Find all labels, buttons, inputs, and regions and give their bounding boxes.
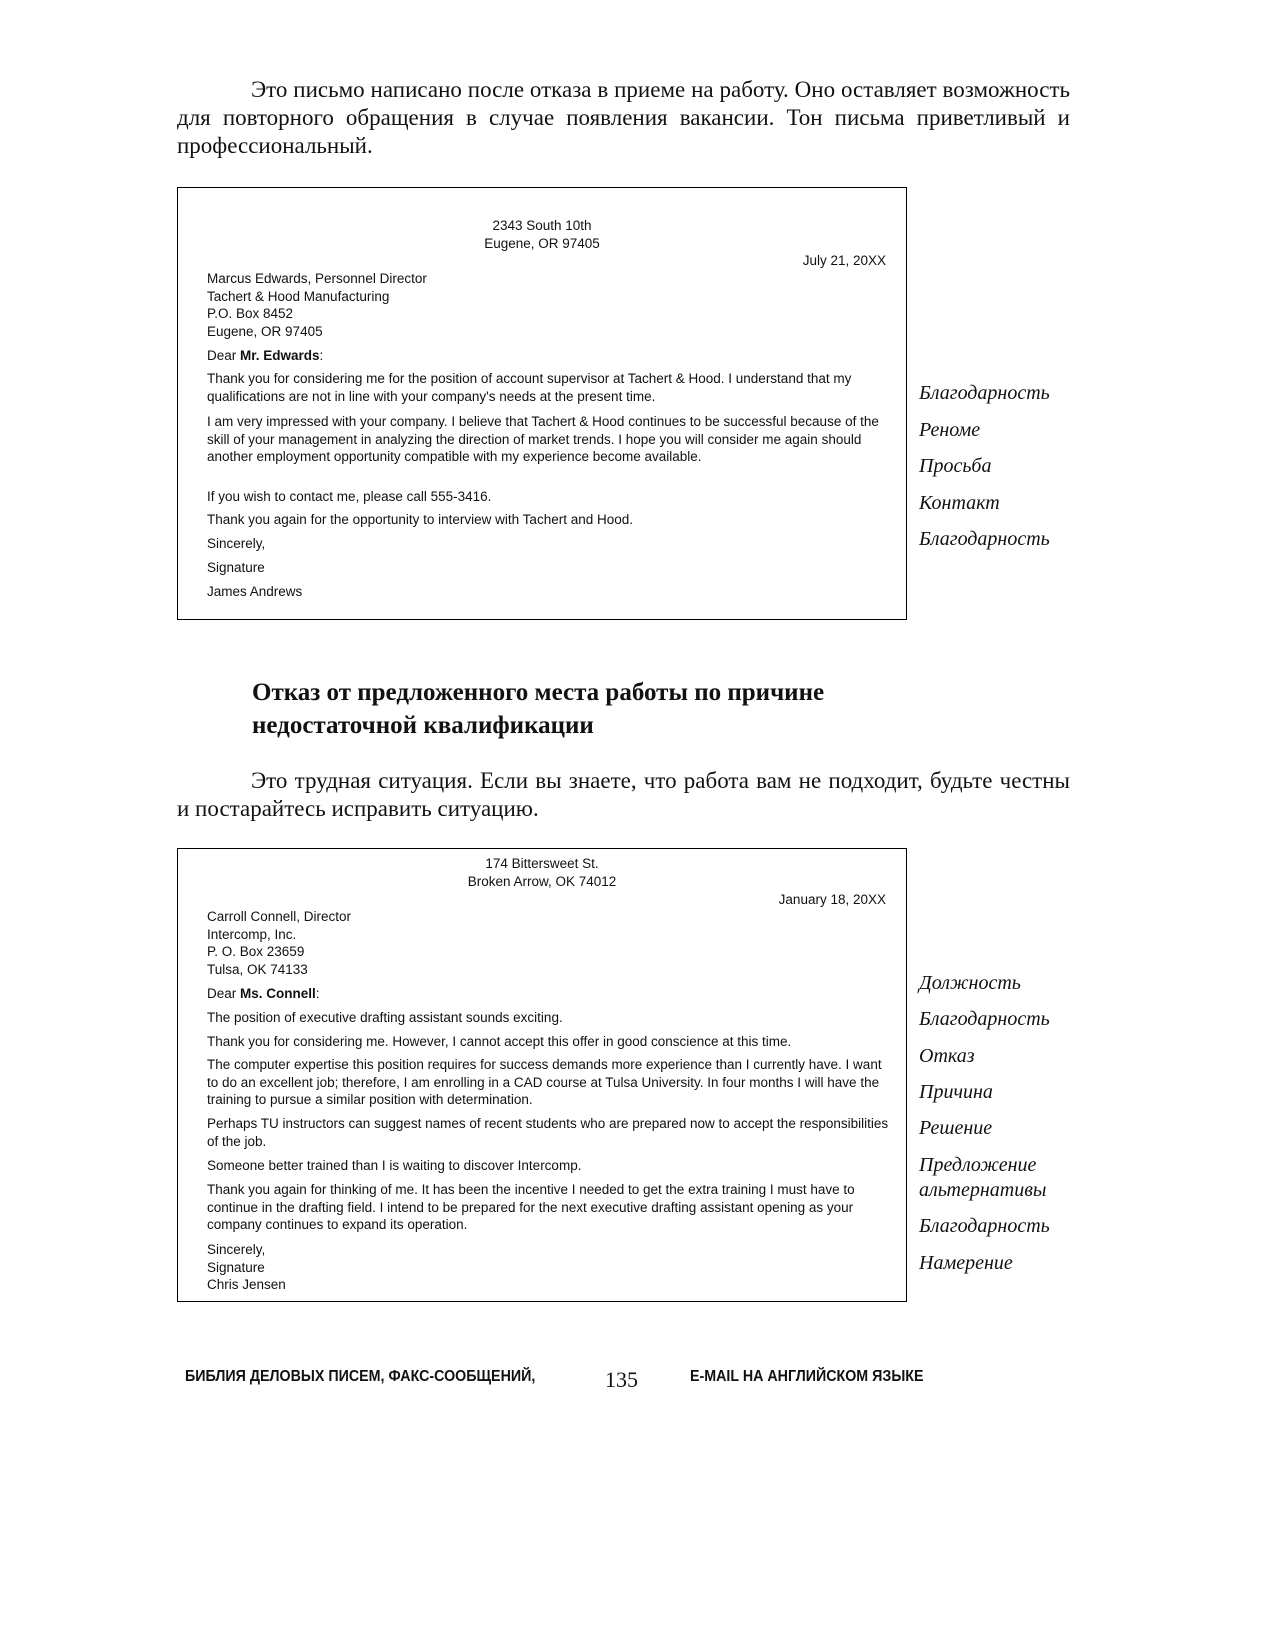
sender-address-line2: Broken Arrow, OK 74012 [467, 874, 617, 889]
margin-note: Причина [919, 1081, 993, 1103]
margin-note: Благодарность [919, 528, 1050, 550]
letter-paragraph: Thank you for considering me for the position of account supervisor at Tachert & Hood. I understand that my qualifications are not in line with your company's needs at the present time. [207, 371, 852, 404]
margin-note: альтернативы [919, 1179, 1047, 1201]
margin-note: Благодарность [919, 382, 1050, 404]
letter-paragraph: Thank you for considering me. However, I cannot accept this offer in good conscience at this time. [207, 1034, 792, 1049]
sender-address-line1: 174 Bittersweet St. [485, 856, 599, 871]
section-heading-line2: недостаточной квалификации [252, 712, 594, 739]
footer-left: БИБЛИЯ ДЕЛОВЫХ ПИСЕМ, ФАКС-СООБЩЕНИЙ, [185, 1368, 536, 1385]
sender-name: James Andrews [207, 584, 303, 599]
salutation [207, 985, 320, 1003]
margin-note: Благодарность [919, 1008, 1050, 1030]
letter-1 [177, 187, 907, 620]
margin-note: Контакт [919, 492, 1000, 514]
margin-note: Отказ [919, 1045, 975, 1067]
intro-paragraph-2: Это трудная ситуация. Если вы знаете, что работа вам не подходит, будьте честны и постарайтесь исправить ситуацию. [177, 768, 1070, 821]
closing: Sincerely, [207, 536, 266, 551]
salutation-suffix: : [315, 986, 320, 1001]
salutation-prefix: Dear [207, 348, 241, 363]
margin-note: Благодарность [919, 1215, 1050, 1237]
letter-date: July 21, 20XX [802, 253, 886, 268]
salutation-name: Ms. Connell [240, 986, 316, 1001]
section-heading [252, 676, 1012, 742]
letter-paragraph: Thank you again for thinking of me. It has been the incentive I needed to get the extra training I must have to continue in the drafting field. I intend to be prepared for the next executive drafting assistant opening as your company continues to expand its operation. [207, 1182, 855, 1232]
recipient-line: Tachert & Hood Manufacturing [207, 289, 390, 304]
section-heading-line1: Отказ от предложенного места работы по причине [252, 679, 825, 706]
letter-paragraph: The computer expertise this position requires for success demands more experience than I currently have. I want to do an excellent job; therefore, I am enrolling in a CAD course at Tulsa University. In four months I will have the training to pursue a similar position with determination. [207, 1057, 882, 1107]
margin-note: Должность [919, 972, 1021, 994]
recipient-line: Marcus Edwards, Personnel Director [207, 271, 427, 286]
margin-note: Просьба [919, 455, 992, 477]
margin-note: Намерение [919, 1252, 1013, 1274]
letter-paragraph: Perhaps TU instructors can suggest names of recent students who are prepared now to accept the responsibilities of the job. [207, 1116, 889, 1149]
letter-date: January 18, 20XX [778, 892, 886, 907]
intro-paragraph-1: Это письмо написано после отказа в приеме на работу. Оно оставляет возможность для повторного обращения в случае появления вакансии. Тон письма приветливый и профессиональный. [177, 77, 1070, 158]
recipient-line: Tulsa, OK 74133 [207, 962, 308, 977]
letter-paragraph: Thank you again for the opportunity to interview with Tachert and Hood. [207, 512, 634, 527]
letter-paragraph: I am very impressed with your company. I believe that Tachert & Hood continues to be successful because of the skill of your management in analyzing the direction of market trends. I hope you will consider me again should another employment opportunity compatible with my experience become available. [207, 414, 879, 464]
margin-note: Решение [919, 1117, 993, 1139]
letter-2 [177, 848, 907, 1302]
signature: Signature [207, 560, 265, 575]
page-number: 135 [605, 1367, 638, 1392]
footer-right: E-MAIL НА АНГЛИЙСКОМ ЯЗЫКЕ [690, 1368, 924, 1385]
salutation-name: Mr. Edwards [240, 348, 320, 363]
salutation-suffix: : [319, 348, 324, 363]
recipient-line: Eugene, OR 97405 [207, 324, 323, 339]
sender-address-line1: 2343 South 10th [492, 218, 592, 233]
letter-paragraph: If you wish to contact me, please call 555-3416. [207, 489, 492, 504]
margin-note: Реноме [919, 419, 981, 441]
salutation [207, 347, 323, 365]
salutation-prefix: Dear [207, 986, 241, 1001]
recipient-line: Intercomp, Inc. [207, 927, 297, 942]
margin-note: Предложение [919, 1154, 1037, 1176]
sender-address-line2: Eugene, OR 97405 [484, 236, 600, 251]
letter-paragraph: The position of executive drafting assistant sounds exciting. [207, 1010, 563, 1025]
recipient-line: Carroll Connell, Director [207, 909, 352, 924]
recipient-line: P. O. Box 23659 [207, 944, 305, 959]
signature: Signature [207, 1260, 265, 1275]
recipient-line: P.O. Box 8452 [207, 306, 294, 321]
closing: Sincerely, [207, 1242, 266, 1257]
sender-name: Chris Jensen [207, 1277, 286, 1292]
letter-paragraph: Someone better trained than I is waiting to discover Intercomp. [207, 1158, 582, 1173]
